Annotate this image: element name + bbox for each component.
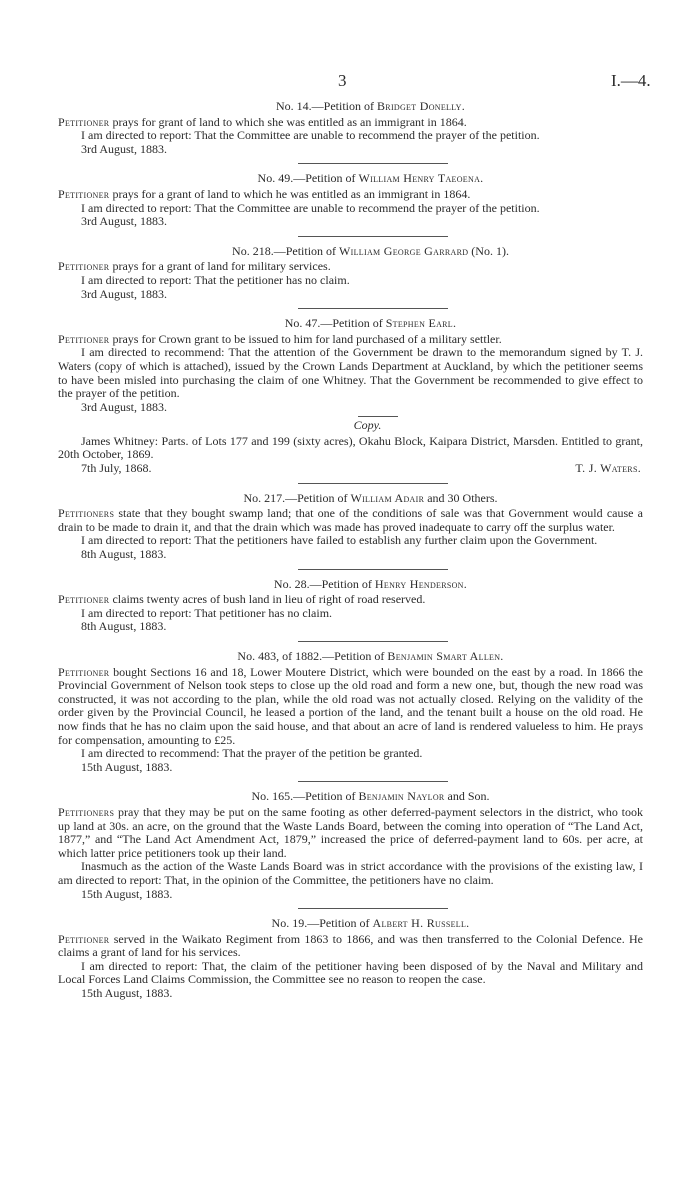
copy-signature: T. J. Waters.: [575, 461, 641, 476]
petition-entry: [58, 578, 643, 634]
report-date: 3rd August, 1883.: [81, 141, 168, 156]
petition-heading: [58, 317, 643, 331]
body-lead: Petitioner: [58, 186, 110, 201]
committee-report: I am directed to report: That the Committee are unable to recommend the prayer of the petition.: [81, 200, 540, 215]
petition-body: [58, 806, 643, 860]
petition-entry: [58, 172, 643, 228]
petitioner-name: William Adair: [350, 490, 425, 505]
committee-report: I am directed to report: That the petitioners have failed to establish any further claim upon the Government.: [81, 533, 598, 548]
committee-report: I am directed to report: That the petitioner has no claim.: [81, 272, 350, 287]
petition-body: [58, 507, 643, 534]
report-date: 3rd August, 1883.: [81, 286, 168, 301]
body-lead: Petitioner: [58, 331, 110, 346]
report-date: 3rd August, 1883.: [81, 214, 168, 229]
heading-prefix: No. 165.—Petition of: [251, 789, 359, 804]
committee-report: I am directed to report: That, the claim of the petitioner having been disposed of by the Naval and Military and Local Forces Land Claims Commission, the Committee see no reason to reopen the case.: [58, 958, 643, 987]
section-divider: [298, 308, 448, 309]
petition-heading: [58, 578, 643, 592]
petitioner-name: Benjamin Naylor: [358, 789, 445, 804]
body-lead: Petitioner: [58, 931, 110, 946]
petitioner-name: Benjamin Smart Allen.: [387, 649, 504, 663]
heading-prefix: No. 19.—Petition of: [271, 916, 373, 931]
section-divider: [298, 569, 448, 570]
page-number: 3: [338, 71, 347, 90]
committee-report: Inasmuch as the action of the Waste Lands Board was in strict accordance with the provisions of the existing law, I am directed to report: That, in the opinion of the Committee, the petitioners have no claim.: [58, 859, 643, 887]
report-date: 8th August, 1883.: [81, 619, 167, 634]
body-text: prays for a grant of land to which he was entitled as an immigrant in 1864.: [109, 186, 471, 201]
petitioner-name: Albert H. Russell.: [372, 916, 470, 931]
petition-heading: [58, 790, 643, 804]
petitioner-name: William Henry Taeoena.: [358, 171, 484, 186]
heading-prefix: No. 483, of 1882.—Petition of: [237, 649, 388, 663]
petitioner-name: Henry Henderson.: [374, 576, 468, 591]
section-divider: [298, 781, 448, 782]
petitioner-name: Stephen Earl.: [385, 316, 457, 331]
section-divider: [298, 236, 448, 237]
body-text: state that they bought swamp land; that one of the conditions of sale was that Government would cause a drain to be made to drain it, and that the drain which was made has proved inadequate to carry off the surplus water.: [58, 506, 643, 534]
body-text: prays for grant of land to which she was entitled as an immigrant in 1864.: [109, 114, 467, 129]
section-divider: [298, 641, 448, 642]
body-lead: Petitioner: [58, 664, 110, 679]
petition-entry: [58, 492, 643, 562]
heading-prefix: No. 49.—Petition of: [257, 171, 359, 186]
report-date: 15th August, 1883.: [81, 986, 173, 1001]
heading-prefix: No. 14.—Petition of: [276, 99, 377, 113]
copy-date: 7th July, 1868.: [81, 461, 152, 476]
petition-heading: [58, 245, 643, 259]
heading-prefix: No. 218.—Petition of: [232, 243, 340, 258]
body-lead: Petitioner: [58, 592, 110, 607]
copy-text: James Whitney: Parts. of Lots 177 and 199 (sixty acres), Okahu Block, Kaipara District, Marsden. Entitled to grant, 20th October, 1869.: [58, 433, 643, 462]
committee-report: I am directed to recommend: That the prayer of the petition be granted.: [81, 746, 423, 761]
body-text: bought Sections 16 and 18, Lower Moutere District, which were bounded on the east by a road. In 1866 the Provincial Government of Nelson took steps to close up the old road and form a new one, but, though the new road was constructed, it was not according to the plan, while the old road was not actually closed. Relying on the validity of the order given by the Provincial Council, he leased a portion of the land, and the tenant built a house on the old road. He now finds that he has no claim upon the said house, and that about an acre of land is rendered valueless to him. He prays for compensation, amounting to £25.: [58, 664, 643, 747]
body-lead: Petitioner: [58, 259, 110, 274]
copy-label: Copy.: [353, 418, 382, 433]
petition-heading: [58, 172, 643, 186]
petition-body: [58, 666, 643, 748]
report-date: 8th August, 1883.: [81, 547, 167, 562]
section-divider: [298, 163, 448, 164]
heading-prefix: No. 47.—Petition of: [284, 316, 386, 331]
series-reference: I.—4.: [611, 71, 651, 90]
committee-report: I am directed to report: That petitioner has no claim.: [81, 605, 333, 620]
heading-prefix: No. 217.—Petition of: [243, 490, 351, 505]
committee-report: I am directed to recommend: That the attention of the Government be drawn to the memorandum signed by T. J. Waters (copy of which is attached), issued by the Crown Lands Department at Auckland, by which the petitioner seems to have been misled into purchasing the claim of one Whitney. That the Government be recommended to give effect to the prayer of the petition.: [58, 345, 643, 401]
heading-suffix: and 30 Others.: [424, 490, 498, 505]
report-date: 15th August, 1883.: [81, 759, 173, 774]
petition-body: [58, 593, 643, 607]
heading-suffix: (No. 1).: [468, 243, 509, 258]
petition-entry: [58, 245, 643, 301]
report-date: 3rd August, 1883.: [81, 399, 168, 414]
committee-report: I am directed to report: That the Committee are unable to recommend the prayer of the petition.: [81, 128, 540, 143]
petition-body: [58, 933, 643, 960]
body-text: served in the Waikato Regiment from 1863 to 1866, and was then transferred to the Colonial Defence. He claims a grant of land for his services.: [58, 931, 643, 960]
body-lead: Petitioners: [58, 804, 115, 819]
petition-heading: [58, 100, 643, 114]
petition-body: [58, 116, 643, 130]
petition-body: [58, 260, 643, 274]
body-text: pray that they may be put on the same footing as other deferred-payment selectors in the district, who took up land at 30s. an acre, on the ground that the Waste Lands Board, between the coming into operation of “The Land Act, 1877,” and “The Land Act Amendment Act, 1879,” increased the price of deferred-payment land to 60s. per acre, at which latter price petitioners took up their land.: [58, 804, 643, 860]
copy-date-line: [58, 462, 643, 476]
body-lead: Petitioner: [58, 114, 110, 129]
petition-entry: [58, 790, 643, 901]
heading-prefix: No. 28.—Petition of: [273, 576, 375, 591]
copy-divider: [358, 416, 398, 417]
petition-entry: [58, 917, 643, 1001]
report-date: 15th August, 1883.: [81, 886, 173, 901]
petition-body: [58, 188, 643, 202]
body-text: prays for a grant of land for military services.: [109, 259, 331, 274]
petition-entry: [58, 650, 643, 774]
petition-heading: [58, 917, 643, 931]
petition-entry: [58, 100, 643, 156]
body-text: claims twenty acres of bush land in lieu of right of road reserved.: [109, 592, 426, 607]
petition-entry: [58, 317, 643, 476]
petition-heading: [58, 492, 643, 506]
section-divider: [298, 908, 448, 909]
petitioner-name: William George Garrard: [339, 243, 469, 258]
body-text: prays for Crown grant to be issued to him for land purchased of a military settler.: [109, 331, 502, 346]
section-divider: [298, 483, 448, 484]
petition-body: [58, 333, 643, 347]
petition-heading: [58, 650, 643, 664]
body-lead: Petitioners: [58, 506, 115, 521]
heading-suffix: and Son.: [444, 789, 490, 804]
petitioner-name: Bridget Donelly.: [377, 99, 465, 113]
petitions-list: [58, 100, 643, 1001]
